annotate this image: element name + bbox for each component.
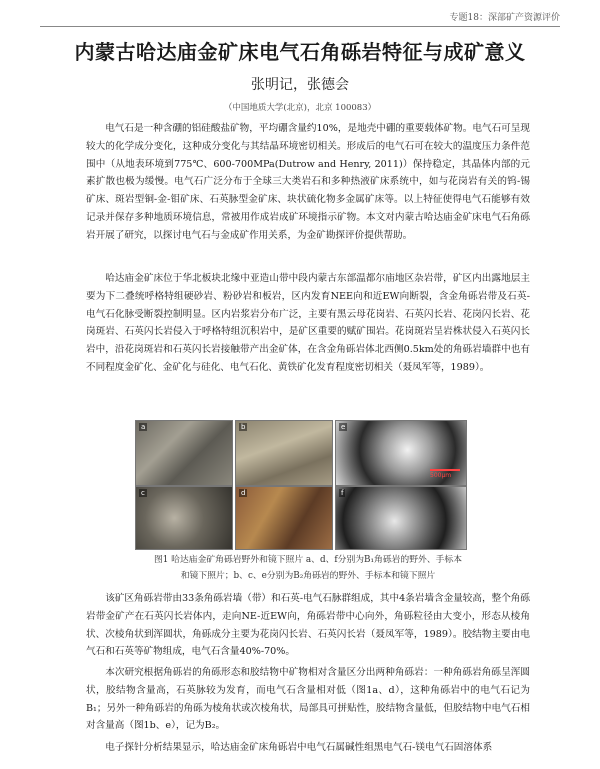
paragraph-microprobe: 电子探针分析结果显示，哈达庙金矿床角砾岩中电气石属碱性组黑电气石-镁电气石固溶体系 [105,742,493,753]
paper-title: 内蒙古哈达庙金矿床电气石角砾岩特征与成矿意义 [74,40,526,64]
paper-authors: 张明记，张德会 [251,77,349,93]
paragraph-geology: 哈达庙金矿床位于华北板块北缘中亚造山带中段内蒙古东部温都尔庙地区杂岩带，矿区内出露地层主要为下二叠统呼格特组硬砂岩、粉砂岩和板岩，区内发育NEE向和近EW向断裂，含金角砾岩带及石英-电气石化脉受断裂控制明显。区内岩浆岩分布广泛，主要有黑云母花岗岩、石英闪长岩、花岗闪长岩、花岗斑岩、石英闪长岩侵入于呼格特组沉积岩中，是矿区重要的赋矿围岩。花岗斑岩呈岩株状侵入石英闪长岩中，沿花岗斑岩和石英闪长岩接触带产出金矿体，在含金角砾岩体北西侧0.5km处的角砾岩墙群中也有不同程度金矿化、金矿化与硅化、电气石化、黄铁矿化发育程度密切相关（聂凤军等，1989）。 [86,273,530,373]
panel-label-b: b [241,423,246,431]
photo-panel-b [235,420,333,486]
paragraph-breccia-types: 本次研究根据角砾岩的角砾形态和胶结物中矿物相对含量区分出两种角砾岩：一种角砾岩角砾呈浑圆状，胶结物含量高，石英脉较为发育，而电气石含量相对低（图1a、d），这种角砾岩中的电气石记为B₁；另外一种角砾岩的角砾为棱角状或次棱角状，局部具可拼贴性，胶结物含量低，但胶结物中电气石相对含量高（图1b、e），记为B₂。 [86,667,530,732]
photo-panel-f [335,486,467,550]
figure-caption-line-1: 图1 哈达庙金矿角砾岩野外和镜下照片 a、d、f分别为B₁角砾岩的野外、手标本 [153,555,463,565]
panel-label-c: c [141,489,145,497]
panel-label-a: a [141,423,146,431]
figure-caption [86,552,530,584]
paragraph-breccia-zone: 该矿区角砾岩带由33条角砾岩墙（带）和石英-电气石脉群组成，其中4条岩墙含金量较高，整个角砾岩带金矿产在石英闪长岩体内，走向NE-近EW向，角砾岩带中心向外，角砾粒径由大变小，形态从棱角状、次棱角状到浑圆状，角砾成分主要为花岗闪长岩、石英闪长岩（聂凤军等，1989）。胶结物主要由电气石和石英等矿物组成，电气石含量40%-70%。 [86,593,530,658]
running-head: 专题18：深部矿产资源评价 [449,13,560,23]
panel-label-e: e [341,423,346,431]
panel-label-f: f [341,489,344,497]
figure-caption-line-2: 和镜下照片；b、c、e分别为B₂角砾岩的野外、手标本和镜下照片 [180,571,436,581]
panel-label-d: d [241,489,246,497]
photo-panel-d [235,486,333,550]
paper-affiliation: （中国地质大学(北京)，北京 100083） [223,103,377,113]
photo-panel-e [335,420,467,486]
scale-bar: 500μm [430,469,460,479]
paragraph-intro: 电气石是一种含硼的铝硅酸盐矿物，平均硼含量约10%，是地壳中硼的重要载体矿物。电气石可呈现较大的化学成分变化，这种成分变化与其结晶环境密切相关。形成后的电气石可在较大的温度压力条件范围中（从地表环境到775℃、600-700MPa(Dutrow and Henry, 2011)）保持稳定，其晶体内部的元素扩散也极为缓慢。电气石广泛分布于全球三大类岩石和多种热液矿床系统中，如与花岗岩有关的钨-锡矿床、斑岩型铜-金-钼矿床、石英脉型金矿床、块状硫化物多金属矿床等。以上特征使得电气石能够有效记录并保存多种地质环境信息，常被用作成岩成矿环境指示矿物。本文对内蒙古哈达庙金矿床电气石角砾岩开展了研究，以探讨电气石与金成矿作用关系，为金矿勘探评价提供帮助。 [86,123,530,241]
header-divider [40,26,560,27]
photo-panel-a [135,420,233,486]
photo-panel-c [135,486,233,550]
figure-1 [135,420,465,548]
